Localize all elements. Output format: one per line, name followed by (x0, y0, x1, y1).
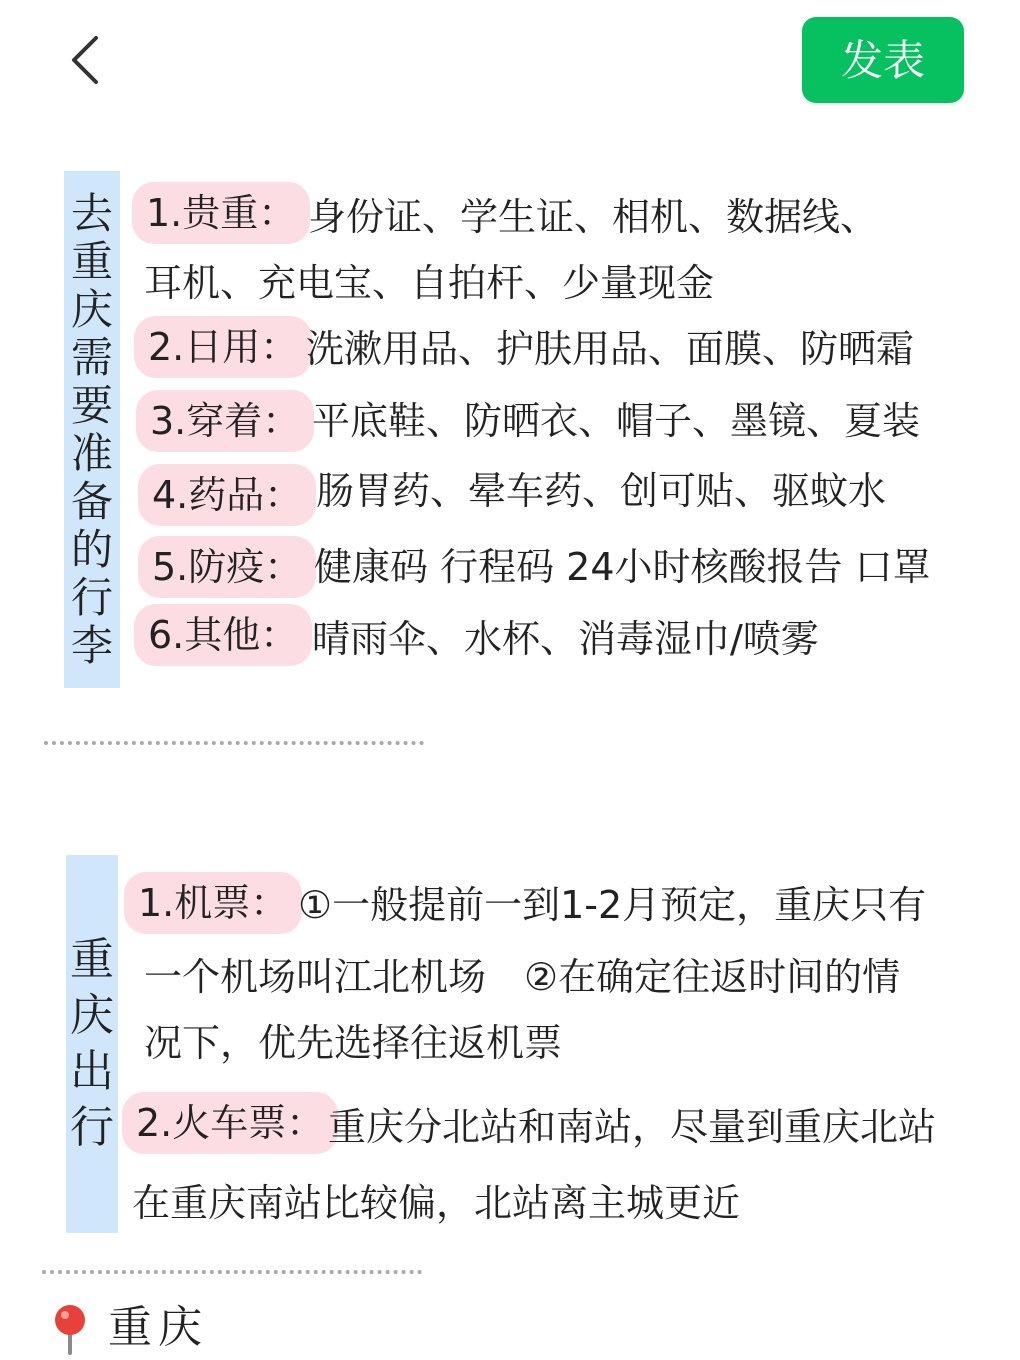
title-char: 庆 (70, 990, 114, 1041)
item-tag-epidemic: 5.防疫： (138, 536, 316, 598)
section-title-travel (66, 855, 118, 1233)
item-text: 健康码 行程码 24小时核酸报告 口罩 (314, 545, 931, 589)
title-char: 去 (70, 188, 113, 238)
item-text: 身份证、学生证、相机、数据线、 (308, 195, 879, 239)
item-tag-valuables: 1.贵重： (132, 182, 310, 244)
title-char: 的 (70, 524, 113, 574)
item-tag-daily: 2.日用： (134, 316, 312, 378)
title-char: 庆 (70, 284, 113, 334)
chevron-left-icon (62, 34, 110, 86)
title-char: 需 (70, 332, 113, 382)
title-char: 出 (70, 1046, 114, 1097)
title-char: 重 (70, 236, 113, 286)
map-pin-icon (50, 1303, 90, 1355)
item-text: 肠胃药、晕车药、创可贴、驱蚊水 (316, 469, 887, 513)
item-text: 洗漱用品、护肤用品、面膜、防晒霜 (306, 327, 915, 371)
divider (42, 1270, 422, 1274)
item-text: 重庆分北站和南站，尽量到重庆北站 (328, 1105, 937, 1149)
title-char: 李 (70, 620, 113, 670)
divider (44, 741, 424, 745)
item-tag-train: 2.火车票： (122, 1092, 338, 1154)
title-char: 重 (70, 934, 114, 985)
title-char: 行 (70, 572, 113, 622)
item-text: 况下，优先选择往返机票 (144, 1021, 563, 1065)
section-title-packing (64, 171, 120, 688)
back-button[interactable] (62, 34, 110, 86)
item-text: 平底鞋、防晒衣、帽子、墨镜、夏装 (312, 399, 921, 443)
title-char: 备 (70, 476, 113, 526)
item-text: ①一般提前一到1-2月预定，重庆只有 (298, 883, 927, 927)
item-tag-others: 6.其他： (134, 604, 312, 666)
item-text: 一个机场叫江北机场 ②在确定往返时间的情 (144, 955, 901, 999)
title-char: 要 (70, 380, 113, 430)
publish-button[interactable]: 发表 (802, 17, 964, 103)
item-tag-clothing: 3.穿着： (136, 390, 314, 452)
item-text: 在重庆南站比较偏，北站离主城更近 (132, 1181, 741, 1225)
title-char: 行 (70, 1102, 114, 1153)
item-text: 耳机、充电宝、自拍杆、少量现金 (144, 261, 715, 305)
title-char: 准 (70, 428, 113, 478)
location-text[interactable]: 重庆 (108, 1302, 208, 1353)
item-tag-medicine: 4.药品： (138, 464, 316, 526)
item-text: 晴雨伞、水杯、消毒湿巾/喷雾 (312, 617, 819, 661)
item-tag-flight: 1.机票： (124, 872, 302, 934)
